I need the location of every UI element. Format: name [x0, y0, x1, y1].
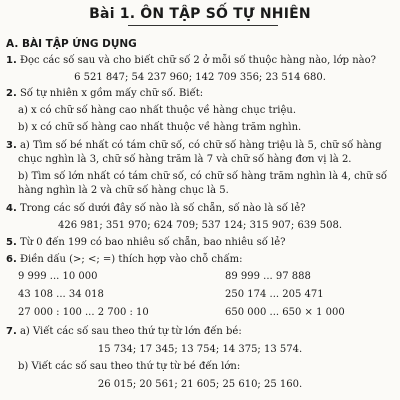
page-title: Bài 1. ÔN TẬP SỐ TỰ NHIÊN — [89, 6, 311, 22]
title-underline — [128, 25, 278, 26]
question-2a: a) x có chữ số hàng cao nhất thuộc về hàng chục triệu. — [18, 105, 297, 116]
question-1-numbers: 6 521 847; 54 237 960; 142 709 356; 23 514 680. — [74, 72, 326, 83]
question-text: a) Tìm số bé nhất có tám chữ số, có chữ số hàng triệu là 5, chữ số hàng — [19, 140, 382, 151]
question-3b: b) Tìm số lớn nhất có tám chữ số, có chữ số hàng trăm nghìn là 4, chữ số — [18, 171, 387, 182]
question-number: 5. — [6, 237, 17, 248]
comparison-item: 250 174 ... 205 471 — [225, 289, 324, 300]
question-text: a) Viết các số sau theo thứ tự từ lớn đến bé: — [19, 326, 242, 337]
question-3a — [6, 140, 382, 152]
question-text: Trong các số dưới đây số nào là số chẵn, số nào là số lẻ? — [19, 203, 306, 214]
comparison-item: 89 999 ... 97 888 — [225, 271, 311, 282]
question-3a-cont: chục nghìn là 3, chữ số hàng trăm là 7 và chữ số hàng đơn vị là 2. — [18, 154, 352, 165]
question-4 — [6, 203, 306, 215]
question-2 — [6, 88, 203, 100]
question-4-numbers: 426 981; 351 970; 624 709; 537 124; 315 907; 639 508. — [57, 220, 343, 231]
question-number: 6. — [6, 254, 17, 265]
question-number: 1. — [6, 55, 17, 66]
question-2b: b) x có chữ số hàng cao nhất thuộc về hàng trăm nghìn. — [18, 122, 302, 133]
comparison-item: 27 000 : 100 ... 2 700 : 10 — [18, 307, 149, 318]
question-number: 7. — [6, 326, 17, 337]
question-7a-numbers: 15 734; 17 345; 13 754; 14 375; 13 574. — [97, 344, 303, 355]
comparison-item: 9 999 ... 10 000 — [18, 271, 98, 282]
question-text: Từ 0 đến 199 có bao nhiêu số chẵn, bao nhiêu số lẻ? — [19, 237, 286, 248]
question-7a — [6, 326, 242, 338]
question-text: Số tự nhiên x gồm mấy chữ số. Biết: — [19, 88, 204, 99]
question-3b-cont: hàng nghìn là 2 và chữ số hàng chục là 5. — [18, 185, 229, 196]
section-heading: A. BÀI TẬP ỨNG DỤNG — [6, 38, 137, 50]
question-number: 4. — [6, 203, 17, 214]
question-number: 3. — [6, 140, 17, 151]
question-7b: b) Viết các số sau theo thứ tự từ bé đến lớn: — [18, 361, 241, 372]
question-1 — [6, 55, 376, 67]
comparison-item: 650 000 ... 650 × 1 000 — [225, 307, 345, 318]
question-5 — [6, 237, 286, 249]
question-6 — [6, 254, 242, 266]
question-number: 2. — [6, 88, 17, 99]
comparison-item: 43 108 ... 34 018 — [18, 289, 104, 300]
question-text: Đọc các số sau và cho biết chữ số 2 ở mỗi số thuộc hàng nào, lớp nào? — [19, 55, 377, 66]
question-7b-numbers: 26 015; 20 561; 21 605; 25 610; 25 160. — [97, 379, 303, 390]
question-text: Điền dấu (>; <; =) thích hợp vào chỗ chấm: — [19, 254, 243, 265]
